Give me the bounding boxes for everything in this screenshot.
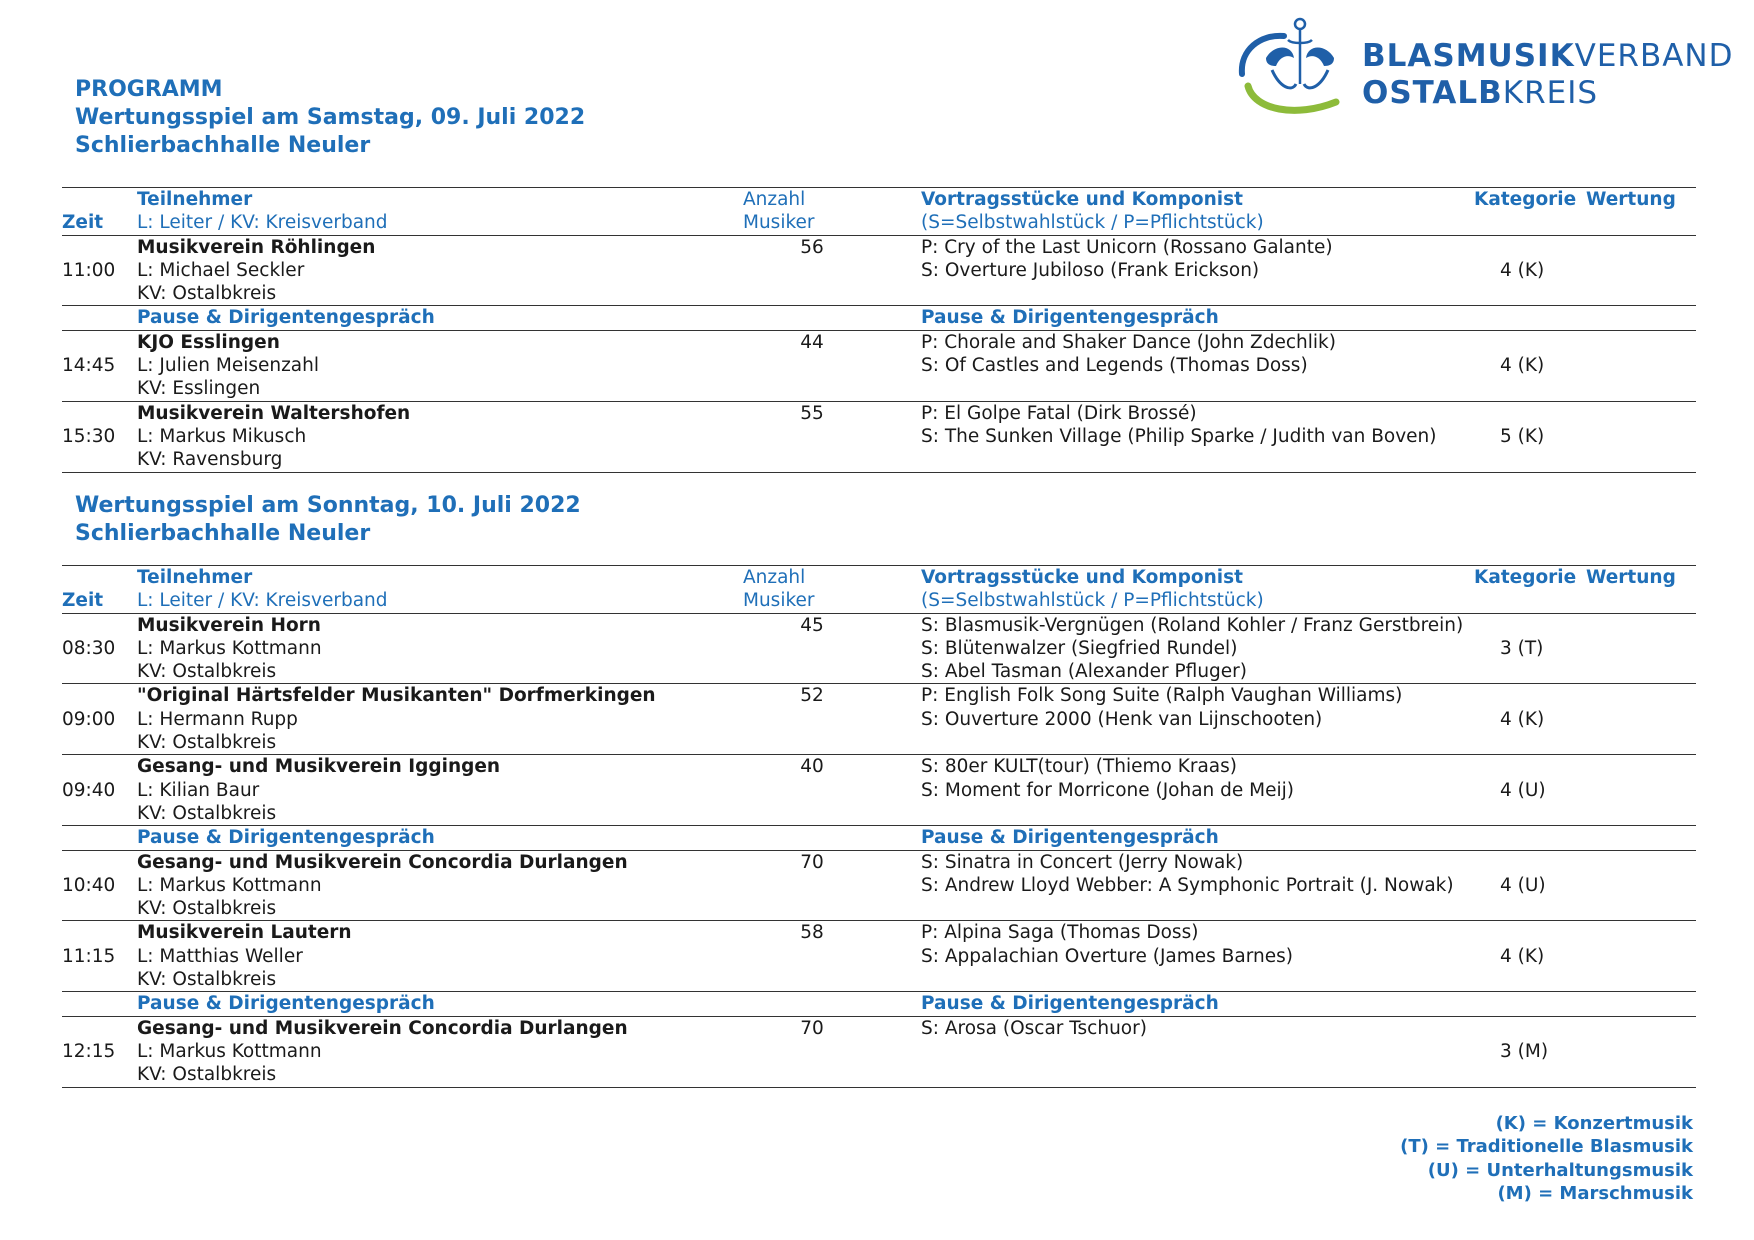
time-cell: 15:30 [62, 401, 137, 472]
piece-item: S: Moment for Morricone (Johan de Meij) [921, 779, 1295, 801]
participant-name: Musikverein Waltershofen [137, 402, 411, 424]
participant-name: Gesang- und Musikverein Concordia Durlangen [137, 1017, 628, 1039]
participant-cell [137, 330, 743, 401]
category-cell: 4 (K) [1474, 921, 1586, 992]
pieces-cell [921, 613, 1474, 684]
col-header-wertung: Wertung [1586, 189, 1676, 210]
logo-word1-bold: BLASMUSIK [1362, 38, 1575, 74]
participant-leader: L: Markus Kottmann [137, 637, 322, 659]
rating-cell [1586, 401, 1696, 472]
participant-cell [137, 684, 743, 755]
participant-cell [137, 235, 743, 306]
sunday-venue: Schlierbachhalle Neuler [75, 521, 371, 546]
legend-item: (K) = Konzertmusik [1495, 1113, 1693, 1134]
participant-association: KV: Ostalbkreis [137, 898, 277, 920]
category-cell: 3 (M) [1474, 1016, 1586, 1087]
time-cell: 08:30 [62, 613, 137, 684]
pause-label: Pause & Dirigentengespräch [921, 992, 1474, 1016]
pause-label: Pause & Dirigentengespräch [137, 826, 743, 850]
time-cell: 12:15 [62, 1016, 137, 1087]
legend-item: (M) = Marschmusik [1497, 1182, 1693, 1204]
musician-count: 40 [743, 755, 921, 826]
participant-leader: L: Markus Mikusch [137, 425, 307, 447]
participant-leader: L: Matthias Weller [137, 945, 303, 967]
pieces-cell [921, 755, 1474, 826]
participant-name: Gesang- und Musikverein Concordia Durlangen [137, 851, 628, 873]
pause-row [62, 992, 1696, 1016]
logo-word2-light: KREIS [1502, 75, 1599, 111]
pause-empty-cell [1474, 826, 1586, 850]
col-header-anzahl: Anzahl [743, 567, 806, 588]
participant-name: "Original Härtsfelder Musikanten" Dorfmerkingen [137, 685, 656, 707]
rating-cell [1586, 850, 1696, 921]
piece-item: S: Sinatra in Concert (Jerry Nowak) [921, 851, 1244, 873]
col-header-teilnehmer: Teilnehmer [137, 189, 253, 210]
pause-empty-cell [1586, 992, 1696, 1016]
participant-leader: L: Hermann Rupp [137, 708, 298, 730]
rating-cell [1586, 755, 1696, 826]
pause-time-cell [62, 992, 137, 1016]
musician-count: 55 [743, 401, 921, 472]
logo-word2-bold: OSTALB [1362, 75, 1503, 111]
piece-item: S: Arosa (Oscar Tschuor) [921, 1017, 1147, 1039]
participant-leader: L: Michael Seckler [137, 259, 305, 281]
legend-item: (T) = Traditionelle Blasmusik [1400, 1136, 1693, 1158]
col-header-kategorie: Kategorie [1474, 567, 1577, 588]
category-cell: 4 (U) [1474, 850, 1586, 921]
pieces-cell [921, 684, 1474, 755]
participant-cell [137, 1016, 743, 1087]
participant-association: KV: Esslingen [137, 378, 261, 400]
piece-item: S: Of Castles and Legends (Thomas Doss) [921, 355, 1308, 377]
pause-empty-cell [1586, 826, 1696, 850]
participant-name: KJO Esslingen [137, 331, 280, 353]
table-row [62, 755, 1696, 826]
piece-item: P: Cry of the Last Unicorn (Rossano Galante) [921, 236, 1333, 258]
musician-count: 52 [743, 684, 921, 755]
col-header-musiker: Musiker [743, 590, 815, 612]
piece-item: S: Abel Tasman (Alexander Pfluger) [921, 661, 1248, 683]
col-header-stuecke-sub: (S=Selbstwahlstück / P=Pflichtstück) [921, 590, 1264, 612]
sunday-schedule-table [62, 565, 1696, 1088]
pause-time-cell [62, 306, 137, 330]
col-header-anzahl: Anzahl [743, 189, 806, 210]
time-cell: 11:00 [62, 235, 137, 306]
time-cell: 14:45 [62, 330, 137, 401]
pause-empty-cell [743, 306, 921, 330]
participant-cell [137, 613, 743, 684]
musician-count: 56 [743, 235, 921, 306]
col-header-stuecke: Vortragsstücke und Komponist [921, 189, 1243, 210]
rating-cell [1586, 235, 1696, 306]
category-cell: 5 (K) [1474, 401, 1586, 472]
participant-association: KV: Ostalbkreis [137, 969, 277, 991]
rating-cell [1586, 613, 1696, 684]
legend-item: (U) = Unterhaltungsmusik [1427, 1159, 1693, 1181]
musician-count: 70 [743, 1016, 921, 1087]
col-header-stuecke-sub: (S=Selbstwahlstück / P=Pflichtstück) [921, 212, 1264, 234]
col-header-teilnehmer: Teilnehmer [137, 567, 253, 588]
table-row [62, 684, 1696, 755]
pieces-cell [921, 401, 1474, 472]
category-cell: 4 (K) [1474, 235, 1586, 306]
category-cell: 4 (U) [1474, 755, 1586, 826]
participant-cell [137, 755, 743, 826]
pause-empty-cell [743, 992, 921, 1016]
pause-empty-cell [1474, 992, 1586, 1016]
piece-item: S: Appalachian Overture (James Barnes) [921, 945, 1293, 967]
time-cell: 10:40 [62, 850, 137, 921]
category-legend [1400, 1112, 1693, 1205]
category-cell: 4 (K) [1474, 330, 1586, 401]
participant-cell [137, 401, 743, 472]
participant-cell [137, 921, 743, 992]
musician-count: 70 [743, 850, 921, 921]
saturday-title: Wertungsspiel am Samstag, 09. Juli 2022 [75, 105, 586, 130]
musician-count: 58 [743, 921, 921, 992]
program-title: PROGRAMM [75, 77, 223, 102]
pause-label: Pause & Dirigentengespräch [137, 306, 743, 330]
pieces-cell [921, 1016, 1474, 1087]
category-cell: 4 (K) [1474, 684, 1586, 755]
sunday-header [75, 492, 581, 548]
piece-item: S: Blütenwalzer (Siegfried Rundel) [921, 637, 1238, 659]
sunday-title: Wertungsspiel am Sonntag, 10. Juli 2022 [75, 493, 581, 518]
musician-count: 44 [743, 330, 921, 401]
piece-item: S: 80er KULT(tour) (Thiemo Kraas) [921, 756, 1237, 778]
col-header-stuecke: Vortragsstücke und Komponist [921, 567, 1243, 588]
table-row [62, 613, 1696, 684]
time-cell: 09:00 [62, 684, 137, 755]
table-header-row [62, 566, 1696, 614]
rating-cell [1586, 330, 1696, 401]
piece-item: P: Alpina Saga (Thomas Doss) [921, 922, 1199, 944]
col-header-teilnehmer-sub: L: Leiter / KV: Kreisverband [137, 590, 388, 612]
table-row [62, 850, 1696, 921]
musician-count: 45 [743, 613, 921, 684]
participant-association: KV: Ostalbkreis [137, 732, 277, 754]
participant-name: Gesang- und Musikverein Iggingen [137, 756, 501, 778]
participant-cell [137, 850, 743, 921]
col-header-musiker: Musiker [743, 212, 815, 234]
pause-label: Pause & Dirigentengespräch [921, 826, 1474, 850]
col-header-zeit: Zeit [62, 212, 104, 234]
piece-item: S: Andrew Lloyd Webber: A Symphonic Portrait (J. Nowak) [921, 874, 1454, 896]
participant-name: Musikverein Horn [137, 614, 321, 636]
table-header-row [62, 188, 1696, 236]
pause-empty-cell [1586, 306, 1696, 330]
col-header-wertung: Wertung [1586, 567, 1676, 588]
pause-empty-cell [743, 826, 921, 850]
pause-time-cell [62, 826, 137, 850]
participant-leader: L: Julien Meisenzahl [137, 355, 320, 377]
participant-association: KV: Ravensburg [137, 449, 283, 471]
piece-item: S: Overture Jubiloso (Frank Erickson) [921, 259, 1260, 281]
participant-name: Musikverein Röhlingen [137, 236, 376, 258]
participant-association: KV: Ostalbkreis [137, 1064, 277, 1086]
table-row [62, 330, 1696, 401]
pieces-cell [921, 921, 1474, 992]
pause-empty-cell [1474, 306, 1586, 330]
table-row [62, 1016, 1696, 1087]
rating-cell [1586, 1016, 1696, 1087]
piece-item: S: Ouverture 2000 (Henk van Lijnschooten) [921, 708, 1323, 730]
time-cell: 11:15 [62, 921, 137, 992]
participant-leader: L: Markus Kottmann [137, 874, 322, 896]
rating-cell [1586, 921, 1696, 992]
pieces-cell [921, 850, 1474, 921]
col-header-teilnehmer-sub: L: Leiter / KV: Kreisverband [137, 212, 388, 234]
piece-item: P: English Folk Song Suite (Ralph Vaughan Williams) [921, 685, 1403, 707]
pause-label: Pause & Dirigentengespräch [137, 992, 743, 1016]
table-row [62, 401, 1696, 472]
table-row [62, 235, 1696, 306]
table-row [62, 921, 1696, 992]
category-cell: 3 (T) [1474, 613, 1586, 684]
time-cell: 09:40 [62, 755, 137, 826]
pause-row [62, 826, 1696, 850]
piece-item: P: El Golpe Fatal (Dirk Brossé) [921, 402, 1197, 424]
participant-association: KV: Ostalbkreis [137, 283, 277, 305]
participant-association: KV: Ostalbkreis [137, 802, 277, 824]
col-header-zeit: Zeit [62, 590, 104, 612]
participant-name: Musikverein Lautern [137, 922, 352, 944]
saturday-venue: Schlierbachhalle Neuler [75, 133, 371, 158]
piece-item: S: The Sunken Village (Philip Sparke / Judith van Boven) [921, 425, 1437, 447]
participant-leader: L: Kilian Baur [137, 779, 260, 801]
pieces-cell [921, 330, 1474, 401]
pause-label: Pause & Dirigentengespräch [921, 306, 1474, 330]
program-header [75, 76, 585, 160]
piece-item: P: Chorale and Shaker Dance (John Zdechlik) [921, 331, 1336, 353]
participant-leader: L: Markus Kottmann [137, 1040, 322, 1062]
col-header-kategorie: Kategorie [1474, 189, 1577, 210]
pieces-cell [921, 235, 1474, 306]
logo-word1-light: VERBAND [1574, 38, 1734, 74]
piece-item: S: Blasmusik-Vergnügen (Roland Kohler / Franz Gerstbrein) [921, 614, 1464, 636]
pause-row [62, 306, 1696, 330]
saturday-schedule-table [62, 187, 1696, 473]
eagle-lyre-logo-icon [1236, 14, 1356, 120]
logo-wordmark [1362, 38, 1733, 112]
blasmusikverband-logo [1236, 14, 1734, 120]
participant-association: KV: Ostalbkreis [137, 661, 277, 683]
rating-cell [1586, 684, 1696, 755]
